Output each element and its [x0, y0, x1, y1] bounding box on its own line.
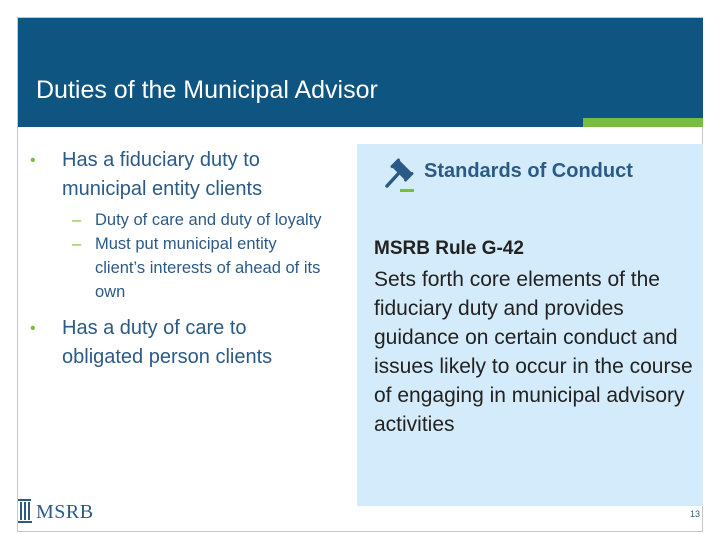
page-number: 13: [690, 509, 701, 519]
rule-description: Sets forth core elements of the fiduciary duty and provides guidance on certain conduct and issues likely to occur in the course of engaging in municipal advisory activities: [374, 268, 693, 436]
bullet-item: [30, 314, 330, 372]
bullet-item: [30, 146, 330, 204]
slide-title: Duties of the Municipal Advisor: [36, 76, 378, 104]
gavel-icon: [383, 156, 419, 194]
dash-icon: –: [72, 235, 82, 253]
sub-bullet-text: Must put municipal entity client’s interests of ahead of its own: [95, 235, 321, 301]
logo-text: MSRB: [36, 501, 94, 523]
bullet-list: [30, 146, 330, 372]
bullet-dot-icon: •: [30, 152, 36, 169]
title-bar: [18, 18, 703, 127]
sub-bullet-item: [30, 208, 330, 232]
sub-bullet-text: Duty of care and duty of loyalty: [95, 211, 322, 229]
bullet-text: Has a fiduciary duty to municipal entity clients: [62, 149, 263, 200]
panel-heading: Standards of Conduct: [424, 160, 633, 182]
bullet-dot-icon: •: [30, 320, 36, 337]
accent-bar: [583, 118, 703, 127]
sub-bullet-item: [30, 232, 330, 304]
bullet-text: Has a duty of care to obligated person clients: [62, 317, 273, 368]
rule-title: MSRB Rule G-42: [374, 238, 524, 259]
dash-icon: –: [72, 211, 82, 229]
